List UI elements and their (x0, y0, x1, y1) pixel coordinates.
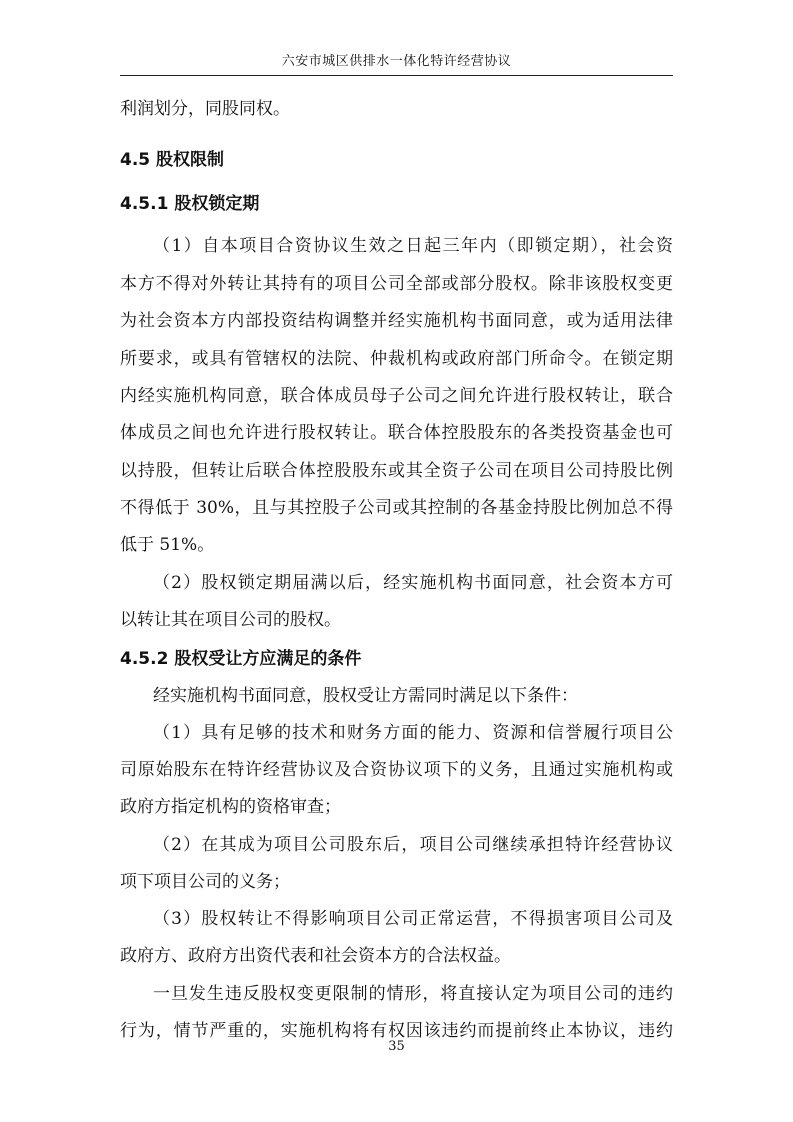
body-line: 内经实施机构同意，联合体成员母子公司之间允许进行股权转让，联合 (120, 386, 673, 406)
body-line: 所要求，或具有管辖权的法院、仲裁机构或政府部门所命令。在锁定期 (120, 349, 673, 369)
body-line: 政府方、政府方出资代表和社会资本方的合法权益。 (120, 946, 511, 966)
body-line: 一旦发生违反股权变更限制的情形，将直接认定为项目公司的违约 (153, 984, 673, 1004)
body-line: 体成员之间也允许进行股权转让。联合体控股股东的各类投资基金也可 (120, 423, 673, 443)
body-line: （1）自本项目合资协议生效之日起三年内（即锁定期），社会资 (153, 236, 673, 256)
body-line: 利润划分，同股同权。 (120, 99, 290, 119)
body-line: （3）股权转让不得影响项目公司正常运营，不得损害项目公司及 (153, 909, 673, 929)
body-line: （2）股权锁定期届满以后，经实施机构书面同意，社会资本方可 (153, 573, 673, 593)
body-line: 政府方指定机构的资格审查； (120, 797, 341, 817)
body-line: 行为，情节严重的，实施机构将有权因该违约而提前终止本协议，违约 (120, 1021, 673, 1041)
body-line: 低于 51%。 (120, 535, 215, 555)
body-line: 司原始股东在特许经营协议及合资协议项下的义务，且通过实施机构或 (120, 760, 673, 780)
body-line: 以持股，但转让后联合体控股股东或其全资子公司在项目公司持股比例 (120, 461, 673, 481)
subsection-heading: 4.5.2 股权受让方应满足的条件 (120, 649, 362, 669)
body-line: （2）在其成为项目公司股东后，项目公司继续承担特许经营协议 (153, 835, 673, 855)
section-heading: 4.5 股权限制 (120, 150, 225, 170)
body-line: 经实施机构书面同意，股权受让方需同时满足以下条件： (153, 686, 578, 706)
subsection-heading: 4.5.1 股权锁定期 (120, 194, 260, 214)
body-line: 不得低于 30%，且与其控股子公司或其控制的各基金持股比例加总不得 (120, 498, 673, 518)
body-line: 项下项目公司的义务； (120, 872, 290, 892)
page-header: 六安市城区供排水一体化特许经营协议 (281, 54, 512, 69)
page-number: 35 (388, 1039, 405, 1054)
body-line: 本方不得对外转让其持有的项目公司全部或部分股权。除非该股权变更 (120, 274, 673, 294)
body-line: 以转让其在项目公司的股权。 (120, 610, 341, 630)
header-rule (120, 75, 673, 76)
body-line: （1）具有足够的技术和财务方面的能力、资源和信誉履行项目公 (153, 723, 673, 743)
body-line: 为社会资本方内部投资结构调整并经实施机构书面同意，或为适用法律 (120, 311, 673, 331)
